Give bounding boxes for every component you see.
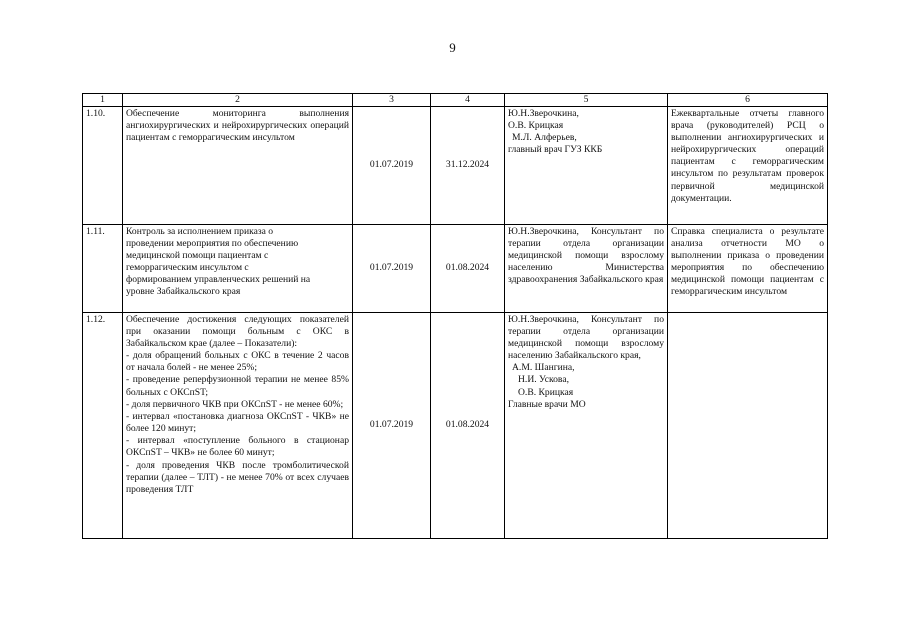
column-header: 3 xyxy=(353,94,431,107)
task-cell: Обеспечение мониторинга выполнения ангиохирургических и нейрохирургических операций пациентам с геморрагическим инсультом xyxy=(123,106,353,224)
task-cell xyxy=(123,224,353,312)
task-line: Обеспечение достижения следующих показателей при оказании помощи больным с ОКС в Забайкальском крае (далее – Показатели): xyxy=(126,313,349,349)
responsible-cell xyxy=(505,106,668,224)
responsible-line: М.Л. Алферьев, xyxy=(512,131,577,143)
responsible-line: А.М. Шангина, xyxy=(512,362,575,374)
responsible-line: Ю.Н.Зверочкина, xyxy=(508,107,579,119)
end-date: 31.12.2024 xyxy=(431,106,505,224)
task-line: - интервал «поступление больного в стационар ОКСпST – ЧКВ» не более 60 минут; xyxy=(126,435,349,459)
column-header: 4 xyxy=(431,94,505,107)
task-line: - интервал «постановка диагноза ОКСпST - ЧКВ» не более 120 минут; xyxy=(126,410,349,435)
task-line: проведении мероприятия по обеспечению xyxy=(126,237,299,249)
table-row xyxy=(83,224,828,312)
responsible-line: Н.И. Ускова, xyxy=(518,374,569,386)
task-line: геморрагическим инсультом с xyxy=(126,262,249,274)
task-line: - доля обращений больных с ОКС в течение 2 часов от начала болей - не менее 25%; xyxy=(126,350,349,374)
task-line: медицинской помощи пациентам с xyxy=(126,249,269,261)
start-date: 01.07.2019 xyxy=(353,312,431,538)
result-cell: Справка специалиста о результате анализа отчетности МО о выполнении приказа о проведении мероприятия по обеспечению медицинской помощи пациентам с геморрагическим инсультом xyxy=(668,224,828,312)
result-cell xyxy=(668,312,828,538)
plan-table xyxy=(82,93,828,539)
responsible-line: главный врач ГУЗ ККБ xyxy=(508,144,603,156)
column-header: 1 xyxy=(83,94,123,107)
start-date: 01.07.2019 xyxy=(353,106,431,224)
task-line: формированием управленческих решений на xyxy=(126,274,311,286)
task-line: - доля проведения ЧКВ после тромболитической терапии (далее – ТЛТ) - не менее 70% от всех случаев проведения ТЛТ xyxy=(126,459,349,495)
table-header-row xyxy=(83,94,828,107)
end-date: 01.08.2024 xyxy=(431,224,505,312)
responsible-intro: Ю.Н.Зверочкина, Консультант по терапии отдела организации медицинской помощи взрослому населению Забайкальского края, xyxy=(508,313,664,362)
row-number: 1.12. xyxy=(83,312,123,538)
row-number: 1.10. xyxy=(83,106,123,224)
start-date: 01.07.2019 xyxy=(353,224,431,312)
table-row xyxy=(83,106,828,224)
responsible-line: О.В. Крицкая xyxy=(518,386,574,398)
column-header: 2 xyxy=(123,94,353,107)
task-line: уровне Забайкальского края xyxy=(126,286,241,298)
task-line: - проведение реперфузионной терапии не менее 85% больных с ОКСпST; xyxy=(126,374,349,398)
column-header: 6 xyxy=(668,94,828,107)
result-cell: Ежеквартальные отчеты главного врача (руководителей) РСЦ о выполнении ангиохирургических и нейрохирургических операций пациентам с геморрагическим инсультом по результатам проверок первичной медицинской документации. xyxy=(668,106,828,224)
task-line: - доля первичного ЧКВ при ОКСпST - не менее 60%; xyxy=(126,398,344,410)
end-date: 01.08.2024 xyxy=(431,312,505,538)
responsible-cell: Ю.Н.Зверочкина, Консультант по терапии отдела организации медицинской помощи взрослому населению Министерства здравоохранения Забайкальского края xyxy=(505,224,668,312)
column-header: 5 xyxy=(505,94,668,107)
table-row xyxy=(83,312,828,538)
page-number: 9 xyxy=(449,40,456,55)
responsible-line: О.В. Крицкая xyxy=(508,119,564,131)
task-line: Контроль за исполнением приказа о xyxy=(126,225,274,237)
row-number: 1.11. xyxy=(83,224,123,312)
task-cell xyxy=(123,312,353,538)
responsible-line: Главные врачи МО xyxy=(508,398,586,410)
responsible-cell xyxy=(505,312,668,538)
